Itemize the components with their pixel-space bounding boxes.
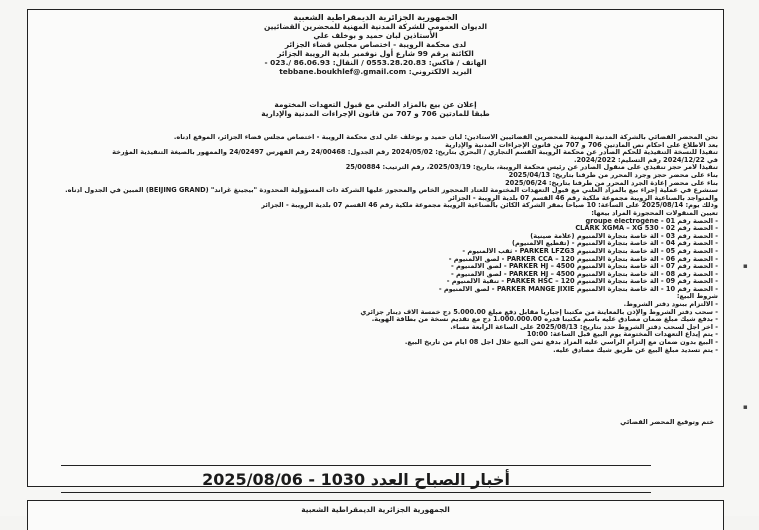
title-line: طبقا للمادتين 706 و 707 من قانون الإجراءات المدنية والإدارية: [261, 109, 490, 118]
margin-mark: ▪: [743, 403, 748, 411]
title-line: إعلان عن بيع بالمزاد العلني مع قبول التعهدات المختومة: [274, 100, 477, 109]
condition-item: - بدفع شيك مبلغ ضمان مصادق عليه باسم مكتبنا قدره 1.000.000.00 دج مع تقديم نسخة من بطاقة الهوية.: [371, 316, 718, 324]
body-line: تنفيذا لأمر حجز تنفيذي على منقول الصادر عن رئيس محكمة الرويبة، بتاريخ: 2025/03/19، رقم الترتيب: 25/00884: [345, 164, 718, 172]
lot-item: - الحصة رقم 02 - CLARK XGMA – XG 530: [575, 225, 718, 233]
conditions-heading: شروط البيع:: [676, 293, 718, 301]
lot-item: - الحصة رقم 10 - آلة خاصة بتجارة الألمنيوم PARKER MANGE JIXIE - لصق الألمنيوم -: [438, 285, 718, 293]
body-line: تعيين المنقولات المحجوزة المراد بيعها:: [591, 209, 718, 217]
legal-notice: [27, 9, 724, 487]
body-line: بناء على محضر إعادة الجرد المحرر من طرفنا بتاريخ: 2025/06/24: [505, 179, 718, 187]
header-line: الكائنة برقم 99 شارع أول نوفمبر بلدية الرويبة الجزائر: [277, 49, 474, 58]
next-legal-notice: [27, 500, 724, 530]
body-line: سنشرع في عملية إجراء بيع بالمزاد العلني مع قبول التعهدات المختومة للعتاد المحجوز الخاص والمحجوز عليها الشركة ذات المسؤولية المحدودة "بيجينغ غراند" (BEIJING GRAND) المبين في الجدول أدناه.: [65, 187, 718, 195]
next-notice-header: الجمهورية الجزائرية الديمقراطية الشعبية: [301, 505, 450, 514]
body-line: بعد الاطلاع على أحكام نص المادتين 706 و 707 من قانون الإجراءات المدنية والإدارية: [445, 141, 718, 149]
lot-item: - الحصة رقم 08 - آلة خاصة بتجارة الألمنيوم 4500 – PARKER HJ - لصق الألمنيوم -: [450, 270, 718, 278]
condition-item: - الالتزام ببنود دفتر الشروط.: [623, 301, 718, 309]
header-line: الهاتف / فاكس: 0553.28.20.83 / النقال: 86.06.93 /.023 -: [264, 58, 487, 67]
lot-item: - الحصة رقم 04 - آلة خاصة بتجارة الألمنيوم - (تقطيع الألمنيوم): [511, 240, 718, 248]
condition-item: - سحب دفتر الشروط والإذن بالمعاينة من مكتبنا إجباريا مقابل دفع مبلغ 5.000.00 دج خمسة آلاف دينار جزائري: [360, 308, 718, 316]
lot-item: - الحصة رقم 05 - آلة خاصة بتجارة الألمنيوم PARKER LFZG3 - ثقب الألمنيوم -: [462, 247, 718, 255]
condition-item: - آخر أجل لسحب دفتر الشروط حدد بتاريخ: 2025/08/13 على الساعة الرابعة مساء.: [450, 323, 718, 331]
body-line: نحن المحضر القضائي بالشركة المدنية المهنية للمحضرين القضائيين الأستاذين: لبان حميد و بوخلف علي لدى محكمة الرويبة - اختصاص مجلس قضاء الجزائر، الموقع أدناه.: [173, 134, 718, 141]
body-line: بناء على محضر حجز وجرد المحرر من طرفنا بتاريخ: 2025/04/13: [508, 171, 718, 179]
header-line: البريد الالكتروني: tebbane.boukhlef@.gmail.com: [279, 67, 472, 76]
notice-header: [28, 13, 723, 76]
header-line: الجمهورية الجزائرية الديمقراطية الشعبية: [293, 12, 458, 22]
body-line: تنفيذا للنسخة التنفيذية للحكم الصادر عن محكمة الرويبة القسم التجاري / البحري بتاريخ: 2024/05/02 رقم الجدول: 24/00468 رقم الفهرس 24/02497 والممهور بالصيغة التنفيذية المؤرخة: [112, 149, 718, 157]
body-line: وذلك يوم: 2025/08/14 على الساعة: 10 صباحا بمقر الشركة الكائن بالصناعية الرويبة مجموعة ملكية رقم 46 القسم 07 بلدية الرويبة - الجزائر: [261, 202, 718, 210]
condition-item: - يتم إيداع التعهدات المختومة يوم البيع قبل الساعة: 10:00: [526, 331, 718, 339]
margin-mark: ▪: [743, 262, 748, 270]
lot-item: - الحصة رقم 09 - آلة خاصة بتجارة الألمنيوم 120 – PARKER HSC - تنقية الألمنيوم -: [446, 278, 718, 286]
newspaper-footer: أخبار الصباح العدد 1030 - 2025/08/06: [61, 465, 651, 493]
bailiff-signature: ختم وتوقيع المحضر القضائي: [620, 418, 714, 426]
body-line: في 2024/12/22 رقم التسليم: 2024/2022.: [574, 156, 718, 164]
lot-item: - الحصة رقم 03 - آلة خاصة بتجارة الألمنيوم (علامة صينية): [530, 232, 718, 240]
header-line: الأستاذين لبان حميد و بوخلف علي: [313, 31, 438, 40]
lot-item: - الحصة رقم 06 - آلة خاصة بتجارة الألمنيوم 120 – PARKER CCA - لصق الألمنيوم -: [448, 255, 718, 263]
notice-body: [33, 134, 718, 354]
header-line: الديوان العمومي للشركة المدنية المهنية للمحضرين القضائيين: [263, 22, 488, 31]
lot-item: - الحصة رقم 07 - آلة خاصة بتجارة الألمنيوم 4500 – PARKER HJ - لصق الألمنيوم -: [450, 263, 718, 271]
lot-item: - الحصة رقم 01 - groupe électrogène: [585, 217, 718, 225]
body-line: والمتواجد بالصناعية الرويبة مجموعة ملكية رقم 46 القسم 07 بلدية الرويبة - الجزائر: [448, 194, 718, 202]
condition-item: - البيع بدون ضمان مع إلتزام الراسي عليه المزاد بدفع ثمن البيع خلال أجل 08 أيام من تاريخ البيع.: [404, 339, 718, 347]
condition-item: - يتم تسديد مبلغ البيع عن طريق شيك مصادق عليه.: [553, 346, 718, 354]
header-line: لدى محكمة الرويبة - اختصاص مجلس قضاء الجزائر: [284, 40, 467, 49]
notice-title: [28, 100, 723, 118]
